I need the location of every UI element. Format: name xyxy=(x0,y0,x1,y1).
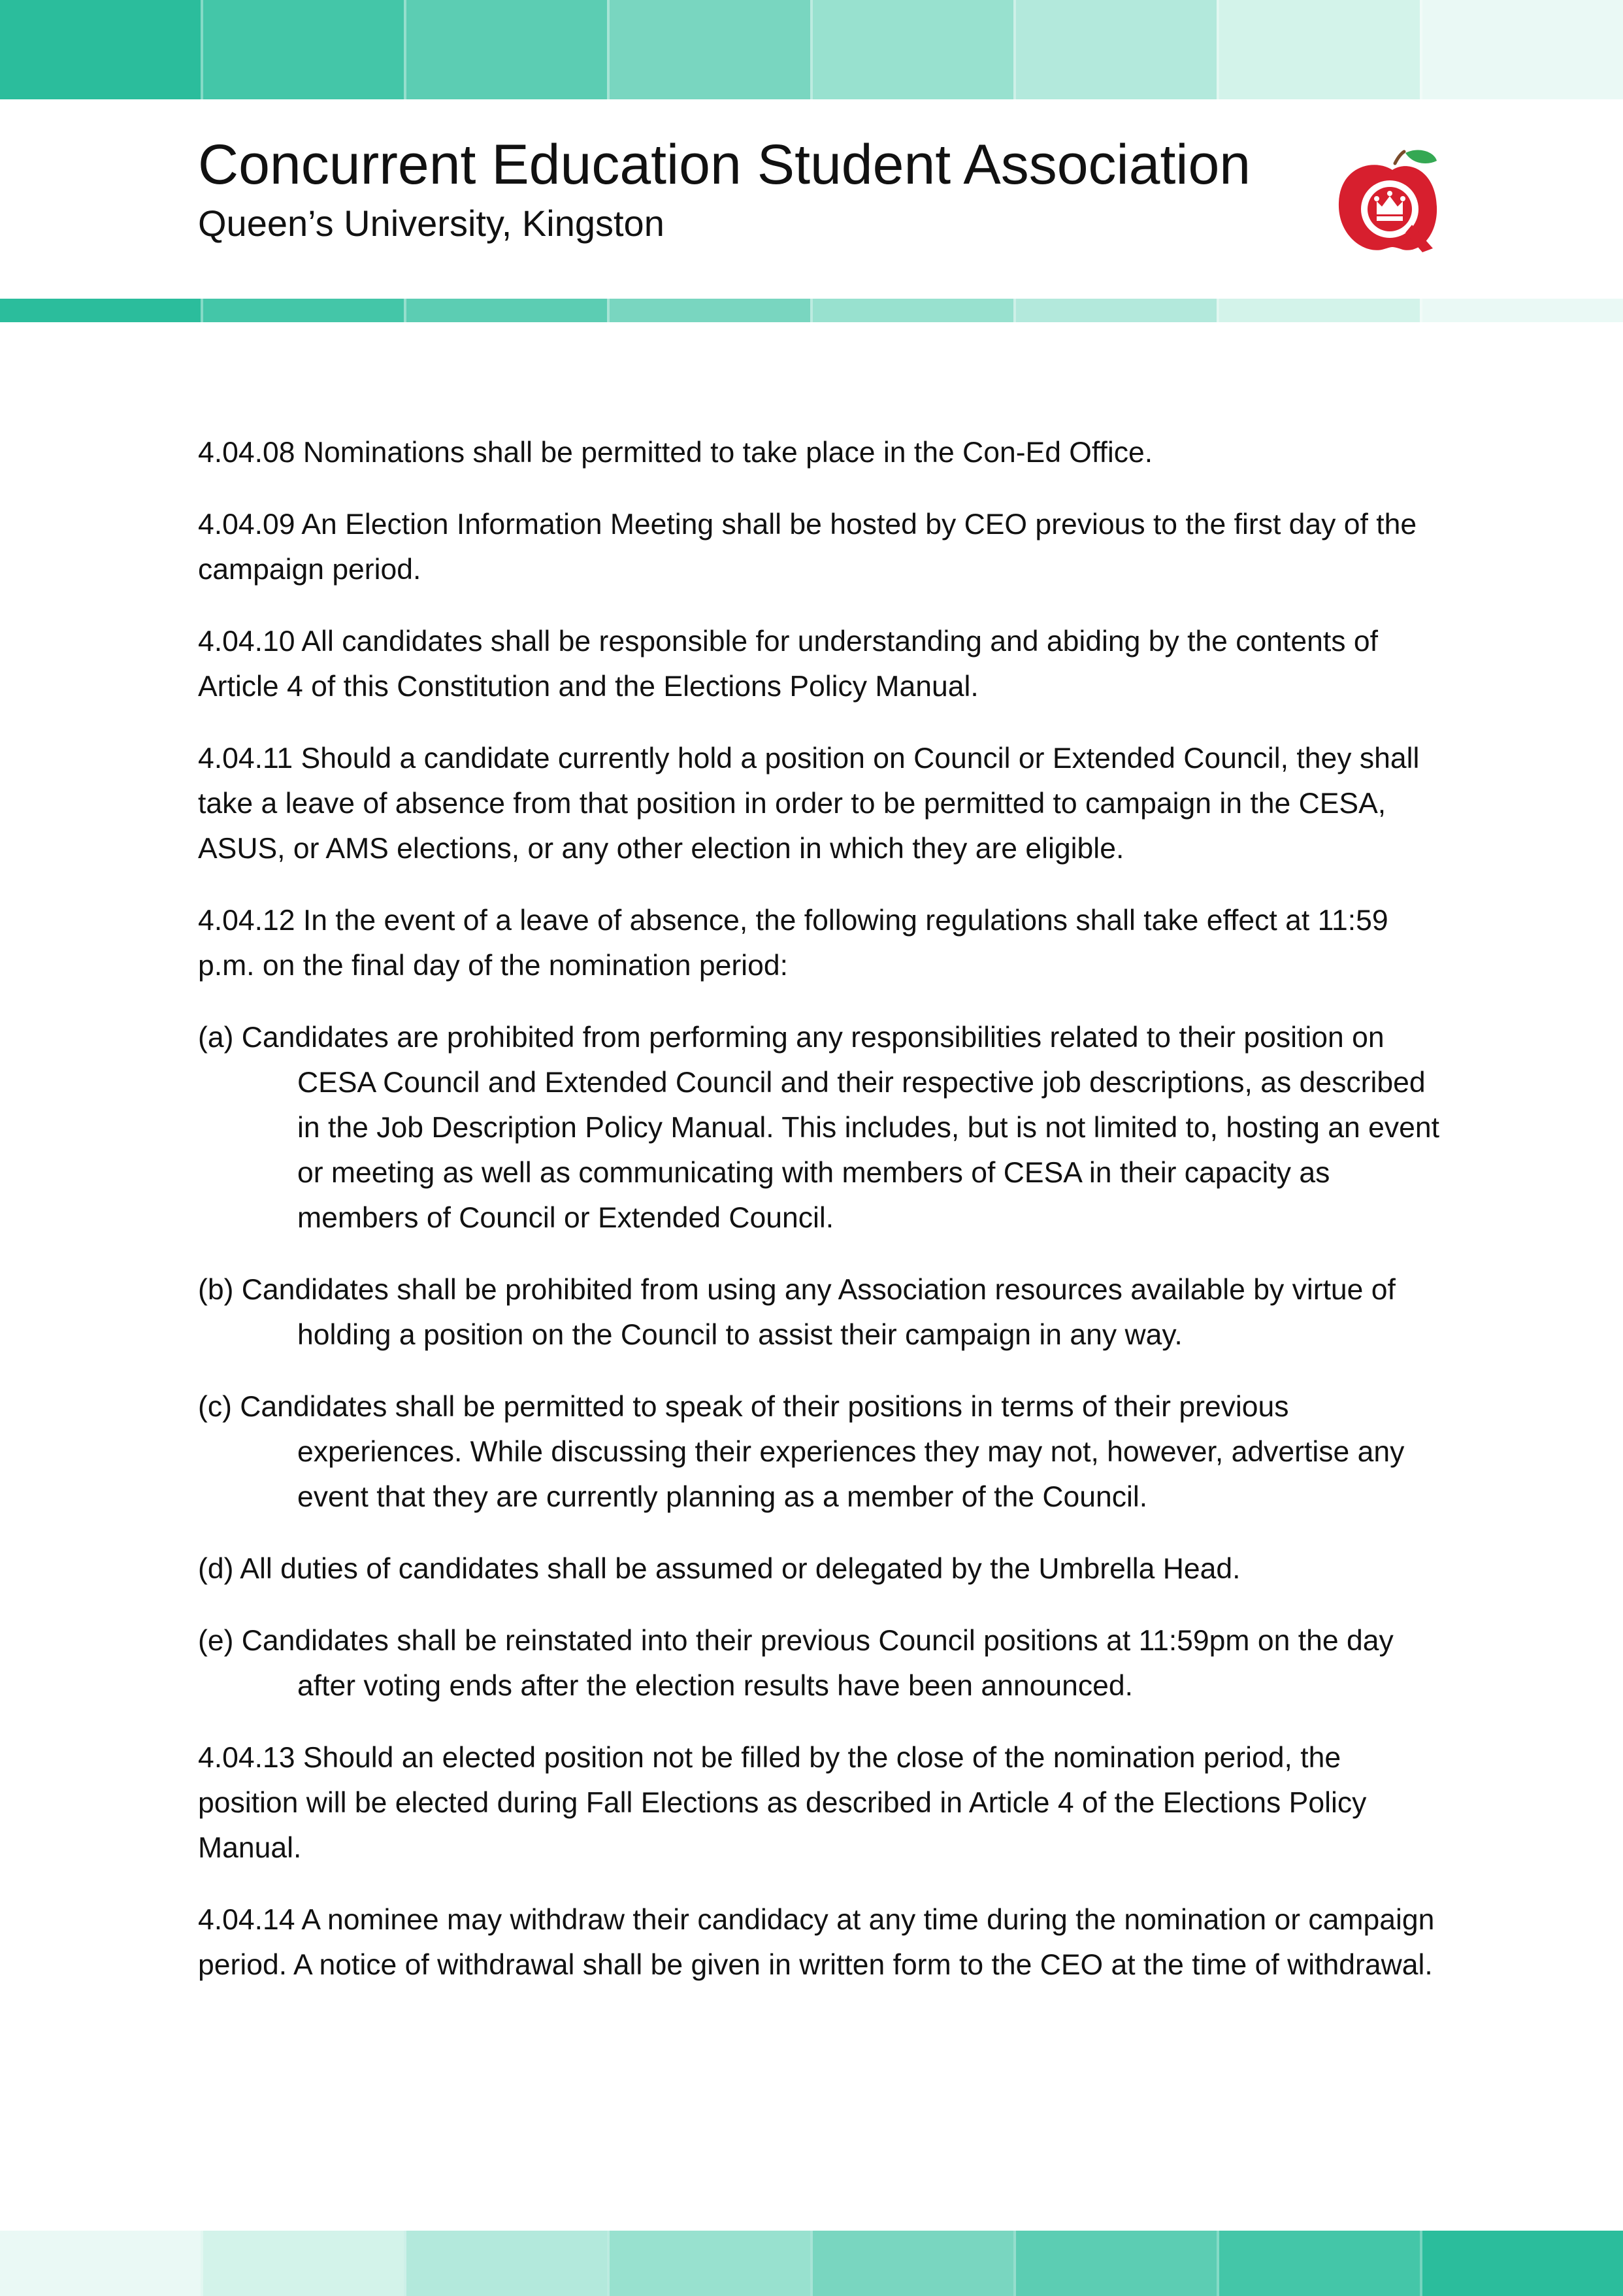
clause-4-04-08: 4.04.08 Nominations shall be permitted to take place in the Con-Ed Office. xyxy=(198,437,1153,469)
band-segment xyxy=(1013,0,1217,99)
band-segment xyxy=(607,2231,810,2296)
organization-title: Concurrent Education Student Association xyxy=(198,133,1251,196)
band-segment xyxy=(1217,299,1420,322)
band-segment xyxy=(1217,0,1420,99)
band-segment xyxy=(201,299,404,322)
list-item: (c) Candidates shall be permitted to speak of their positions in terms of their previous experiences. While discussing their experiences they may not, however, advertise any event that they are currently planning as a member of the Council. xyxy=(198,1391,1405,1513)
band-segment xyxy=(0,2231,201,2296)
band-segment xyxy=(404,0,607,99)
band-segment xyxy=(201,2231,404,2296)
header-divider-band xyxy=(0,299,1623,322)
band-segment xyxy=(404,2231,607,2296)
clause-4-04-09: 4.04.09 An Election Information Meeting shall be hosted by CEO previous to the first day of the campaign period. xyxy=(198,508,1417,586)
clause-4-04-10: 4.04.10 All candidates shall be responsible for understanding and abiding by the contents of Article 4 of this Constitution and the Elections Policy Manual. xyxy=(198,625,1378,703)
band-segment xyxy=(1217,2231,1420,2296)
band-segment xyxy=(810,299,1013,322)
list-item: (b) Candidates shall be prohibited from using any Association resources available by virtue of holding a position on the Council to assist their campaign in any way. xyxy=(198,1274,1396,1351)
top-color-band xyxy=(0,0,1623,99)
band-segment xyxy=(1420,0,1623,99)
band-segment xyxy=(607,299,810,322)
band-segment xyxy=(404,299,607,322)
clause-4-04-11: 4.04.11 Should a candidate currently hold a position on Council or Extended Council, they shall take a leave of absence from that position in order to be permitted to campaign in the CESA, ASUS, or AMS elections, or any other election in which they are eligible. xyxy=(198,742,1420,865)
band-segment xyxy=(0,299,201,322)
university-subtitle: Queen’s University, Kingston xyxy=(198,202,664,244)
list-item: (a) Candidates are prohibited from performing any responsibilities related to their position on CESA Council and Extended Council and their respective job descriptions, as described in the Job Description Policy Manual. This includes, but is not limited to, hosting an event or meeting as well as communicating with members of CESA in their capacity as members of Council or Extended Council. xyxy=(198,1022,1439,1234)
list-item: (d) All duties of candidates shall be assumed or delegated by the Umbrella Head. xyxy=(198,1553,1241,1585)
clause-4-04-13: 4.04.13 Should an elected position not be filled by the close of the nomination period, the position will be elected during Fall Elections as described in Article 4 of the Elections Policy Manual. xyxy=(198,1742,1367,1864)
band-segment xyxy=(1420,2231,1623,2296)
band-segment xyxy=(607,0,810,99)
list-item: (e) Candidates shall be reinstated into their previous Council positions at 11:59pm on the day after voting ends after the election results have been announced. xyxy=(198,1625,1394,1702)
clause-4-04-12: 4.04.12 In the event of a leave of absence, the following regulations shall take effect at 11:59 p.m. on the final day of the nomination period: xyxy=(198,905,1388,982)
band-segment xyxy=(1013,2231,1217,2296)
apple-crown-logo-icon xyxy=(1335,146,1439,258)
band-segment xyxy=(201,0,404,99)
letterhead xyxy=(198,134,1309,245)
bottom-color-band xyxy=(0,2231,1623,2296)
band-segment xyxy=(810,0,1013,99)
document-body xyxy=(198,430,1439,2014)
band-segment xyxy=(1420,299,1623,322)
clause-4-04-14: 4.04.14 A nominee may withdraw their candidacy at any time during the nomination or campaign period. A notice of withdrawal shall be given in written form to the CEO at the time of withdrawal. xyxy=(198,1904,1435,1981)
band-segment xyxy=(1013,299,1217,322)
band-segment xyxy=(810,2231,1013,2296)
band-segment xyxy=(0,0,201,99)
